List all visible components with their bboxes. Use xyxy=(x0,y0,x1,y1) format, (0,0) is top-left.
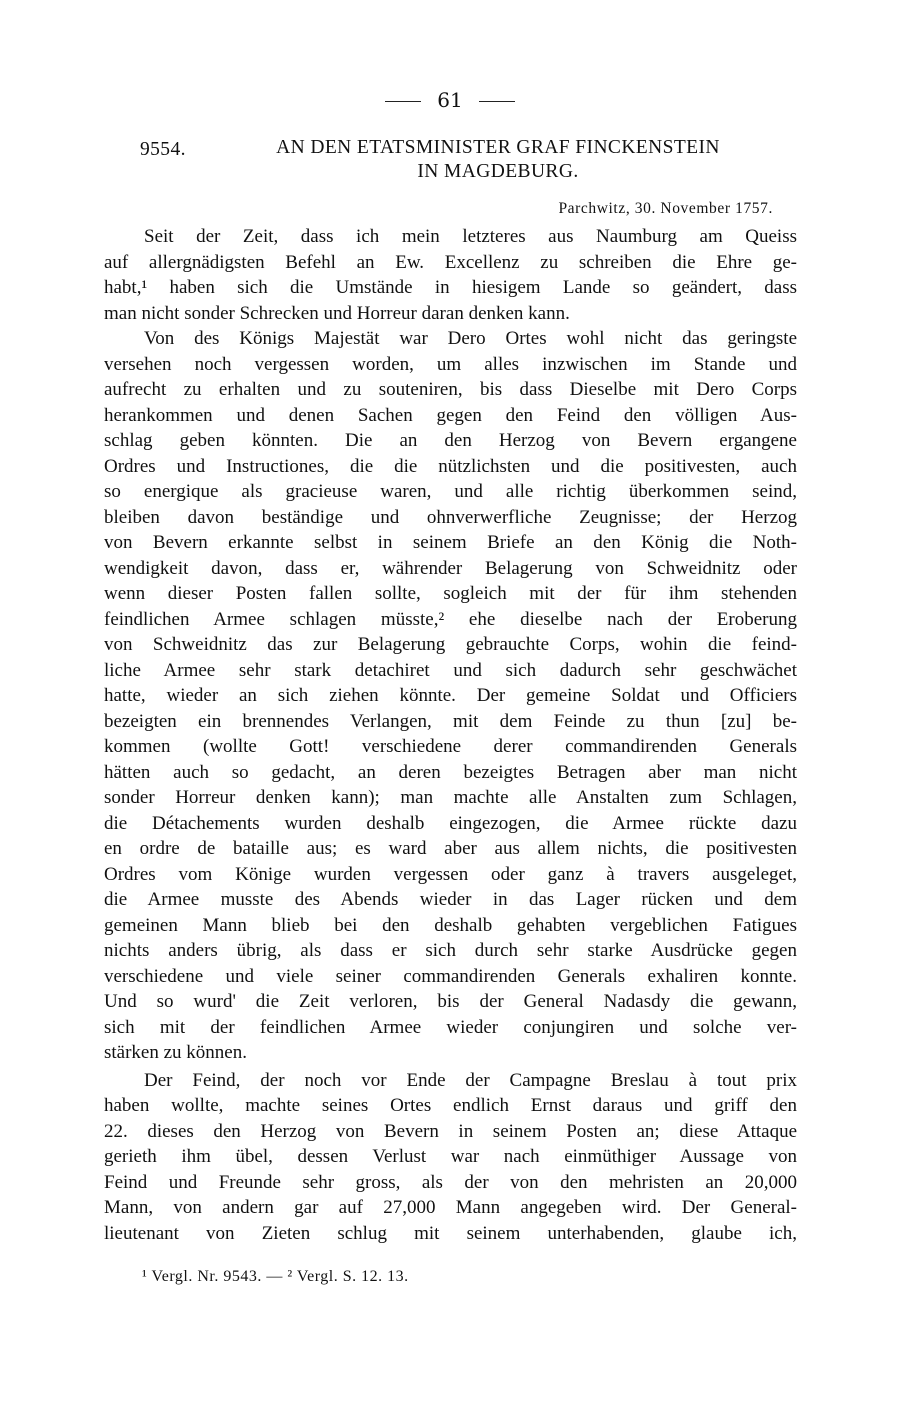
body-line: nichts anders übrig, als dass er sich durch sehr starke Ausdrücke gegen xyxy=(104,940,797,961)
body-line: sonder Horreur denken kann); man machte alle Anstalten zum Schlagen, xyxy=(104,787,797,808)
body-line: bezeigten ein brennendes Verlangen, mit dem Feinde zu thun [zu] be- xyxy=(104,710,797,732)
body-line: Ordres vom Könige wurden vergessen oder ganz à travers ausgeleget, xyxy=(104,863,797,885)
body-line: stärken zu können. xyxy=(104,1042,247,1063)
body-line: Seit der Zeit, dass ich mein letzteres aus Naumburg am Queiss xyxy=(144,226,797,247)
body-line: liche Armee sehr stark detachiret und sich dadurch sehr geschwächet xyxy=(104,659,797,681)
body-line: schlag geben könnten. Die an den Herzog von Bevern ergangene xyxy=(104,430,797,451)
body-line: hatte, wieder an sich ziehen könnte. Der gemeine Soldat und Officiers xyxy=(104,685,797,706)
body-line: en ordre de bataille aus; es ward aber aus allem nichts, die positivesten xyxy=(104,838,797,859)
body-line: Feind und Freunde sehr gross, als der von den mehristen an 20,000 xyxy=(104,1171,797,1193)
page-number xyxy=(0,88,900,112)
body-line: habt,¹ haben sich die Umstände in hiesigem Lande so geändert, dass xyxy=(104,277,797,298)
body-line: gemeinen Mann blieb bei den deshalb gehabten vergeblichen Fatigues xyxy=(104,914,797,936)
body-line: Der Feind, der noch vor Ende der Campagne Breslau à tout prix xyxy=(144,1069,797,1091)
letter-body xyxy=(104,224,797,1246)
body-line: lieutenant von Zieten schlug mit seinem unterhabenden, glaube ich, xyxy=(104,1222,797,1244)
body-line: 22. dieses den Herzog von Bevern in seinem Posten an; diese Attaque xyxy=(104,1120,797,1142)
body-line: versehen noch vergessen worden, um alles inzwischen im Stande und xyxy=(104,353,797,375)
body-line: von Bevern erkannte selbst in seinem Briefe an den König die Noth- xyxy=(104,532,797,553)
body-line: auf allergnädigsten Befehl an Ew. Excellenz zu schreiben die Ehre ge- xyxy=(104,251,797,273)
letter-title-line-2: IN MAGDEBURG. xyxy=(417,161,579,182)
body-line: feindlichen Armee schlagen müsste,² ehe dieselbe nach der Eroberung xyxy=(104,608,797,630)
body-line: haben wollte, machte seines Ortes endlich Ernst daraus und griff den xyxy=(104,1095,797,1116)
letter-heading xyxy=(140,136,780,184)
body-line: kommen (wollte Gott! verschiedene derer commandirenden Generals xyxy=(104,736,797,757)
body-line: wendigkeit davon, dass er, währender Belagerung von Schweidnitz oder xyxy=(104,557,797,579)
body-line: so energique als gracieuse waren, und alle richtig überkommen seind, xyxy=(104,481,797,502)
body-line: wenn dieser Posten fallen sollte, sogleich mit der für ihm stehenden xyxy=(104,583,797,604)
body-line: die Armee musste des Abends wieder in das Lager rücken und dem xyxy=(104,889,797,910)
body-line: man nicht sonder Schrecken und Horreur daran denken kann. xyxy=(104,302,570,324)
letter-title-line-1: AN DEN ETATSMINISTER GRAF FINCKENSTEIN xyxy=(276,137,720,158)
body-line: verschiedene und viele seiner commandirenden Generals exhaliren konnte. xyxy=(104,965,797,987)
page-number-text: 61 xyxy=(437,88,463,112)
body-line: Und so wurd' die Zeit verloren, bis der General Nadasdy die gewann, xyxy=(104,991,797,1012)
body-line: hätten auch so gedacht, an deren bezeigtes Betragen aber man nicht xyxy=(104,761,797,783)
body-line: aufrecht zu erhalten und zu souteniren, bis dass Dieselbe mit Dero Corps xyxy=(104,379,797,400)
body-line: von Schweidnitz das zur Belagerung gebrauchte Corps, wohin die feind- xyxy=(104,634,797,655)
page-number-dash-right xyxy=(479,101,515,102)
body-line: Ordres und Instructiones, die die nützlichsten und die positivesten, auch xyxy=(104,455,797,477)
body-line: bleiben davon beständige und ohnverwerfliche Zeugnisse; der Herzog xyxy=(104,506,797,528)
dateline: Parchwitz, 30. November 1757. xyxy=(558,200,773,217)
body-line: Mann, von andern gar auf 27,000 Mann angegeben wird. Der General- xyxy=(104,1197,797,1218)
footnotes: ¹ Vergl. Nr. 9543. — ² Vergl. S. 12. 13. xyxy=(142,1268,409,1285)
letter-number: 9554. xyxy=(140,139,186,160)
body-line: Von des Königs Majestät war Dero Ortes wohl nicht das geringste xyxy=(144,328,797,349)
body-line: sich mit der feindlichen Armee wieder conjungiren und solche ver- xyxy=(104,1016,797,1038)
body-line: herankommen und denen Sachen gegen den Feind den völligen Aus- xyxy=(104,404,797,426)
page-number-dash-left xyxy=(385,101,421,102)
body-line: gerieth ihm übel, dessen Verlust war nach einmüthiger Aussage von xyxy=(104,1146,797,1167)
body-line: die Détachements wurden deshalb eingezogen, die Armee rückte dazu xyxy=(104,812,797,834)
